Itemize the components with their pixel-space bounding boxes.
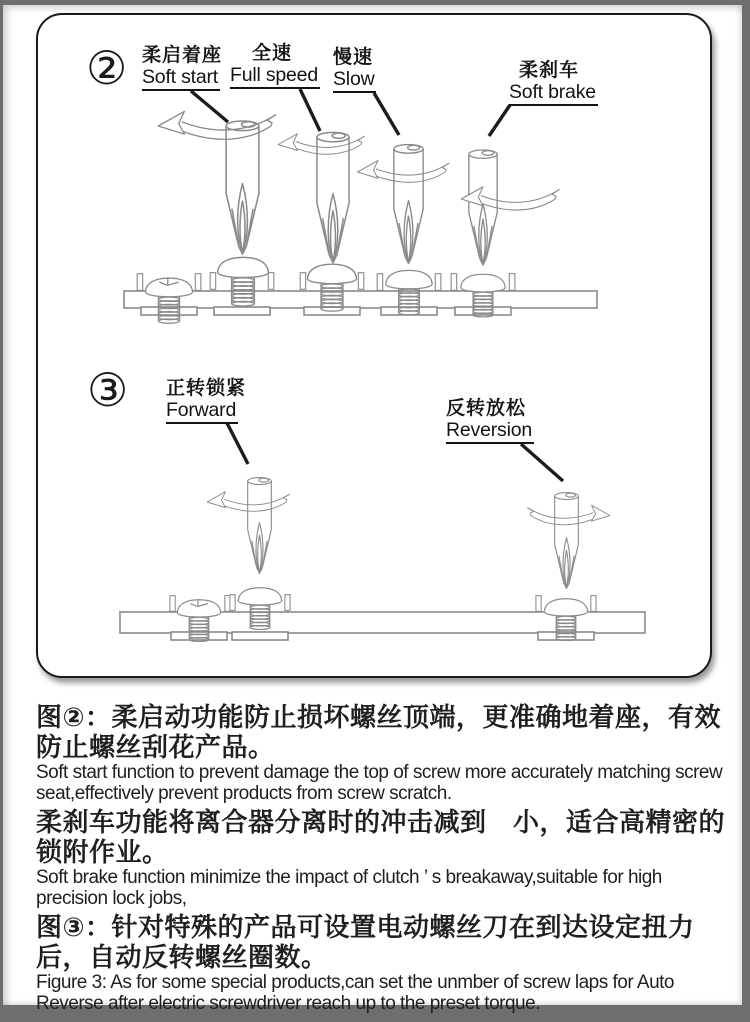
captions [36, 702, 730, 1017]
label-reversion [446, 399, 534, 444]
rail-figure2 [124, 291, 597, 308]
label-soft-brake-en: Soft brake [509, 82, 598, 106]
caption-soft-brake-zh: 柔刹车功能将离合器分离时的冲击减到 小，适合高精密的锁附作业。 [36, 807, 726, 867]
screwdriver-bit-forward [248, 478, 272, 574]
label-soft-start-en: Soft start [142, 67, 220, 91]
caption-fig2-zh: 图②：柔启动功能防止损坏螺丝顶端，更准确地着座，有效防止螺丝刮花产品。 [36, 702, 722, 762]
figure2-art [124, 89, 597, 323]
figure3-number: ③ [87, 363, 129, 417]
label-soft-start [142, 46, 222, 91]
label-slow-en: Slow [333, 69, 376, 93]
screwdriver-bit-slow [394, 145, 423, 264]
label-slow-zh: 慢速 [333, 47, 374, 68]
label-full-speed-zh: 全速 [252, 43, 293, 64]
label-soft-brake [509, 61, 598, 106]
screwdriver-bit-reverse [555, 493, 579, 589]
label-forward [166, 379, 246, 424]
label-full-speed-en: Full speed [230, 65, 320, 89]
figure3-art [120, 423, 645, 641]
label-forward-en: Forward [166, 400, 238, 424]
caption-fig3-en: Figure 3: As for some special products,can set the unmber of screw laps for Auto Reverse after electric screwdriver reach up to the preset torque. [36, 972, 674, 1014]
caption-soft-brake-en: Soft brake function minimize the impact of clutch ’ s breakaway,suitable for high precision lock jobs, [36, 867, 662, 909]
label-full-speed [230, 44, 320, 89]
figure2-number: ② [86, 41, 128, 95]
manual-page [3, 5, 742, 1014]
caption-fig3-zh: 图③：针对特殊的产品可设置电动螺丝刀在到达设定扭力后，自动反转螺丝圈数。 [36, 912, 695, 972]
label-soft-brake-zh: 柔刹车 [519, 60, 580, 81]
caption-fig2-en: Soft start function to prevent damage the top of screw more accurately matching screw seat,effectively prevent products from screw scratch. [36, 762, 723, 804]
label-soft-start-zh: 柔启着座 [142, 45, 223, 66]
label-reversion-zh: 反转放松 [446, 398, 527, 419]
label-slow [333, 48, 376, 93]
screwdriver-bit-soft-start [226, 121, 259, 254]
label-forward-zh: 正转锁紧 [166, 378, 247, 399]
label-reversion-en: Reversion [446, 420, 534, 444]
